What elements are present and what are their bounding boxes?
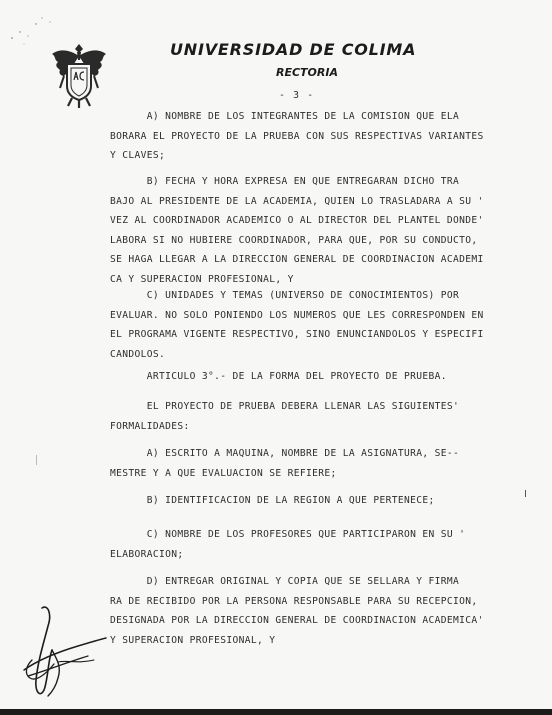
text-line: EVALUAR. NO SOLO PONIENDO LOS NUMEROS QUE LES CORRESPONDEN EN [110, 309, 484, 321]
page-number: - 3 - [279, 90, 315, 101]
text-line: MESTRE Y A QUE EVALUACION SE REFIERE; [110, 467, 337, 479]
text-line: SE HAGA LLEGAR A LA DIRECCION GENERAL DE COORDINACION ACADEMI [110, 254, 484, 265]
text-line: ELABORACION; [110, 548, 184, 560]
text-line: LABORA SI NO HUBIERE COORDINADOR, PARA QUE, POR SU CONDUCTO, [110, 234, 478, 246]
paragraph-a-commission [110, 107, 510, 166]
text-line: VEZ AL COORDINADOR ACADEMICO O AL DIRECTOR DEL PLANTEL DONDE' [110, 215, 484, 226]
university-crest-icon [50, 40, 108, 110]
scan-mark [36, 455, 37, 465]
text-line: B) IDENTIFICACION DE LA REGION A QUE PERTENECE; [110, 495, 435, 506]
text-line: D) ENTREGAR ORIGINAL Y COPIA QUE SE SELLARA Y FIRMA [110, 576, 460, 587]
paragraph-a-typed [110, 444, 510, 483]
text-line: CA Y SUPERACION PROFESIONAL, Y [110, 273, 294, 285]
text-line: FORMALIDADES: [110, 420, 190, 432]
university-name: UNIVERSIDAD DE COLIMA [170, 40, 417, 59]
paragraph-c-units [110, 286, 510, 364]
text-line: ARTICULO 3°.- DE LA FORMA DEL PROYECTO DE PRUEBA. [110, 371, 447, 382]
paragraph-formalities [110, 397, 510, 436]
paragraph-b-delivery [110, 172, 510, 289]
text-line: EL PROGRAMA VIGENTE RESPECTIVO, SINO ENUNCIANDOLOS Y ESPECIFI [110, 329, 484, 340]
text-line: CANDOLOS. [110, 348, 166, 360]
text-line: C) UNIDADES Y TEMAS (UNIVERSO DE CONOCIMIENTOS) POR [110, 290, 460, 301]
paragraph-d-original [110, 572, 510, 650]
text-line: Y SUPERACION PROFESIONAL, Y [110, 634, 276, 646]
text-line: A) ESCRITO A MAQUINA, NOMBRE DE LA ASIGNATURA, SE-- [110, 448, 460, 459]
article-3-heading [110, 367, 510, 387]
paragraph-c-professors [110, 525, 510, 564]
text-line: C) NOMBRE DE LOS PROFESORES QUE PARTICIPARON EN SU ' [110, 529, 466, 540]
office-name: RECTORIA [276, 66, 338, 79]
text-line: Y CLAVES; [110, 150, 166, 161]
text-line: BORARA EL PROYECTO DE LA PRUEBA CON SUS RESPECTIVAS VARIANTES [110, 130, 484, 142]
text-line: BAJO AL PRESIDENTE DE LA ACADEMIA, QUIEN LO TRASLADARA A SU ' [110, 195, 484, 207]
text-line: B) FECHA Y HORA EXPRESA EN QUE ENTREGARAN DICHO TRA [110, 176, 460, 187]
paragraph-b-region [110, 491, 510, 511]
scan-bottom-edge [0, 709, 552, 715]
text-line: DESIGNADA POR LA DIRECCION GENERAL DE COORDINACION ACADEMICA' [110, 615, 484, 626]
text-line: A) NOMBRE DE LOS INTEGRANTES DE LA COMISION QUE ELA [110, 111, 460, 122]
text-line: RA DE RECIBIDO POR LA PERSONA RESPONSABLE PARA SU RECEPCION, [110, 595, 478, 607]
scan-mark [525, 490, 526, 497]
text-line: EL PROYECTO DE PRUEBA DEBERA LLENAR LAS SIGUIENTES' [110, 401, 460, 412]
handwritten-signature [18, 600, 108, 705]
